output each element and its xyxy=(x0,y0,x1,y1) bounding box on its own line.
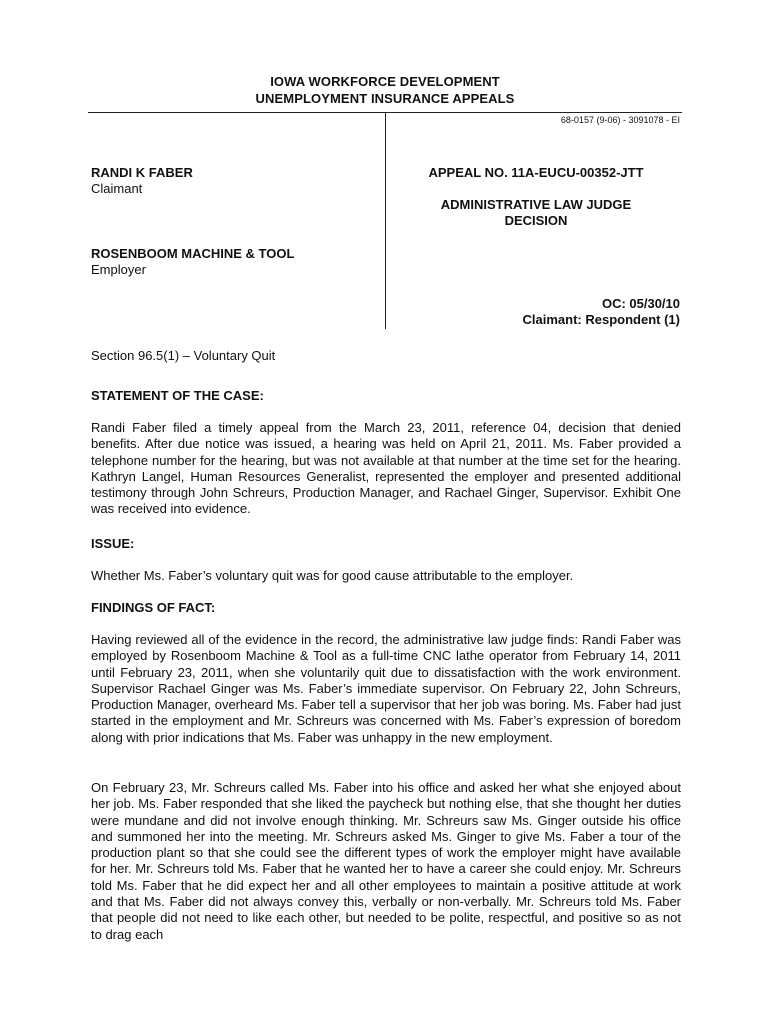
appeal-number: APPEAL NO. 11A-EUCU-00352-JTT xyxy=(428,165,644,180)
agency-title: IOWA WORKFORCE DEVELOPMENT xyxy=(270,74,500,89)
findings-heading: FINDINGS OF FACT: xyxy=(91,600,216,615)
oc-date: OC: 05/30/10 xyxy=(601,296,680,311)
form-code: 68-0157 (9-06) - 3091078 - EI xyxy=(560,115,680,125)
findings-paragraph-2: On February 23, Mr. Schreurs called Ms. Faber into his office and asked her what she enjoyed about her job. Ms. Faber responded that she liked the paycheck but nothing else, that she thought her duties were mundane and did not involve enough thinking. Mr. Schreurs saw Ms. Ginger outside his office and summoned her into the meeting. Mr. Schreurs asked Ms. Ginger to give Ms. Faber a tour of the production plant so that she could see the different types of work the employer might have available for her. Mr. Schreurs told Ms. Faber that he wanted her to have a career she could enjoy. Mr. Schreurs told Ms. Faber that he did expect her and all other employees to maintain a positive attitude at work and that Ms. Faber did not always convey this, verbally or non-verbally. Mr. Schreurs told Ms. Faber that people did not need to like each other, but needed to be polite, respectful, and positive so as not to drag each xyxy=(91,780,681,942)
decision-title-line1: ADMINISTRATIVE LAW JUDGE xyxy=(440,197,632,212)
section-reference: Section 96.5(1) – Voluntary Quit xyxy=(91,348,276,363)
issue-text: Whether Ms. Faber’s voluntary quit was for good cause attributable to the employer. xyxy=(91,568,574,583)
statement-text: Randi Faber filed a timely appeal from the March 23, 2011, reference 04, decision that denied benefits. After due notice was issued, a hearing was held on April 21, 2011. Ms. Faber provided a telephone number for the hearing, but was not available at that number at the time set for the hearing. Kathryn Langel, Human Resources Generalist, represented the employer and presented additional testimony through John Schreurs, Production Manager, and Rachael Ginger, Supervisor. Exhibit One was received into evidence. xyxy=(91,420,681,517)
claimant-name: RANDI K FABER xyxy=(91,165,193,180)
decision-title-line2: DECISION xyxy=(504,213,568,228)
findings-paragraph-1: Having reviewed all of the evidence in the record, the administrative law judge finds: Randi Faber was employed by Rosenboom Machine & Tool as a full-time CNC lathe operator from February 14, 2011 until February 23, 2011, when she voluntarily quit due to dissatisfaction with the work environment. Supervisor Rachael Ginger was Ms. Faber’s immediate supervisor. On February 22, John Schreurs, Production Manager, overheard Ms. Faber tell a supervisor that her job was boring. Ms. Faber had just started in the employment and Mr. Schreurs was concerned with Ms. Faber’s expression of boredom along with prior indications that Ms. Faber was unhappy in the new employment. xyxy=(91,632,681,745)
employer-name: ROSENBOOM MACHINE & TOOL xyxy=(91,246,295,261)
division-title: UNEMPLOYMENT INSURANCE APPEALS xyxy=(255,91,515,106)
claimant-status: Claimant: Respondent (1) xyxy=(522,312,680,327)
issue-heading: ISSUE: xyxy=(91,536,135,551)
statement-heading: STATEMENT OF THE CASE: xyxy=(91,388,264,403)
claimant-role: Claimant xyxy=(91,181,143,196)
employer-role: Employer xyxy=(91,262,146,277)
